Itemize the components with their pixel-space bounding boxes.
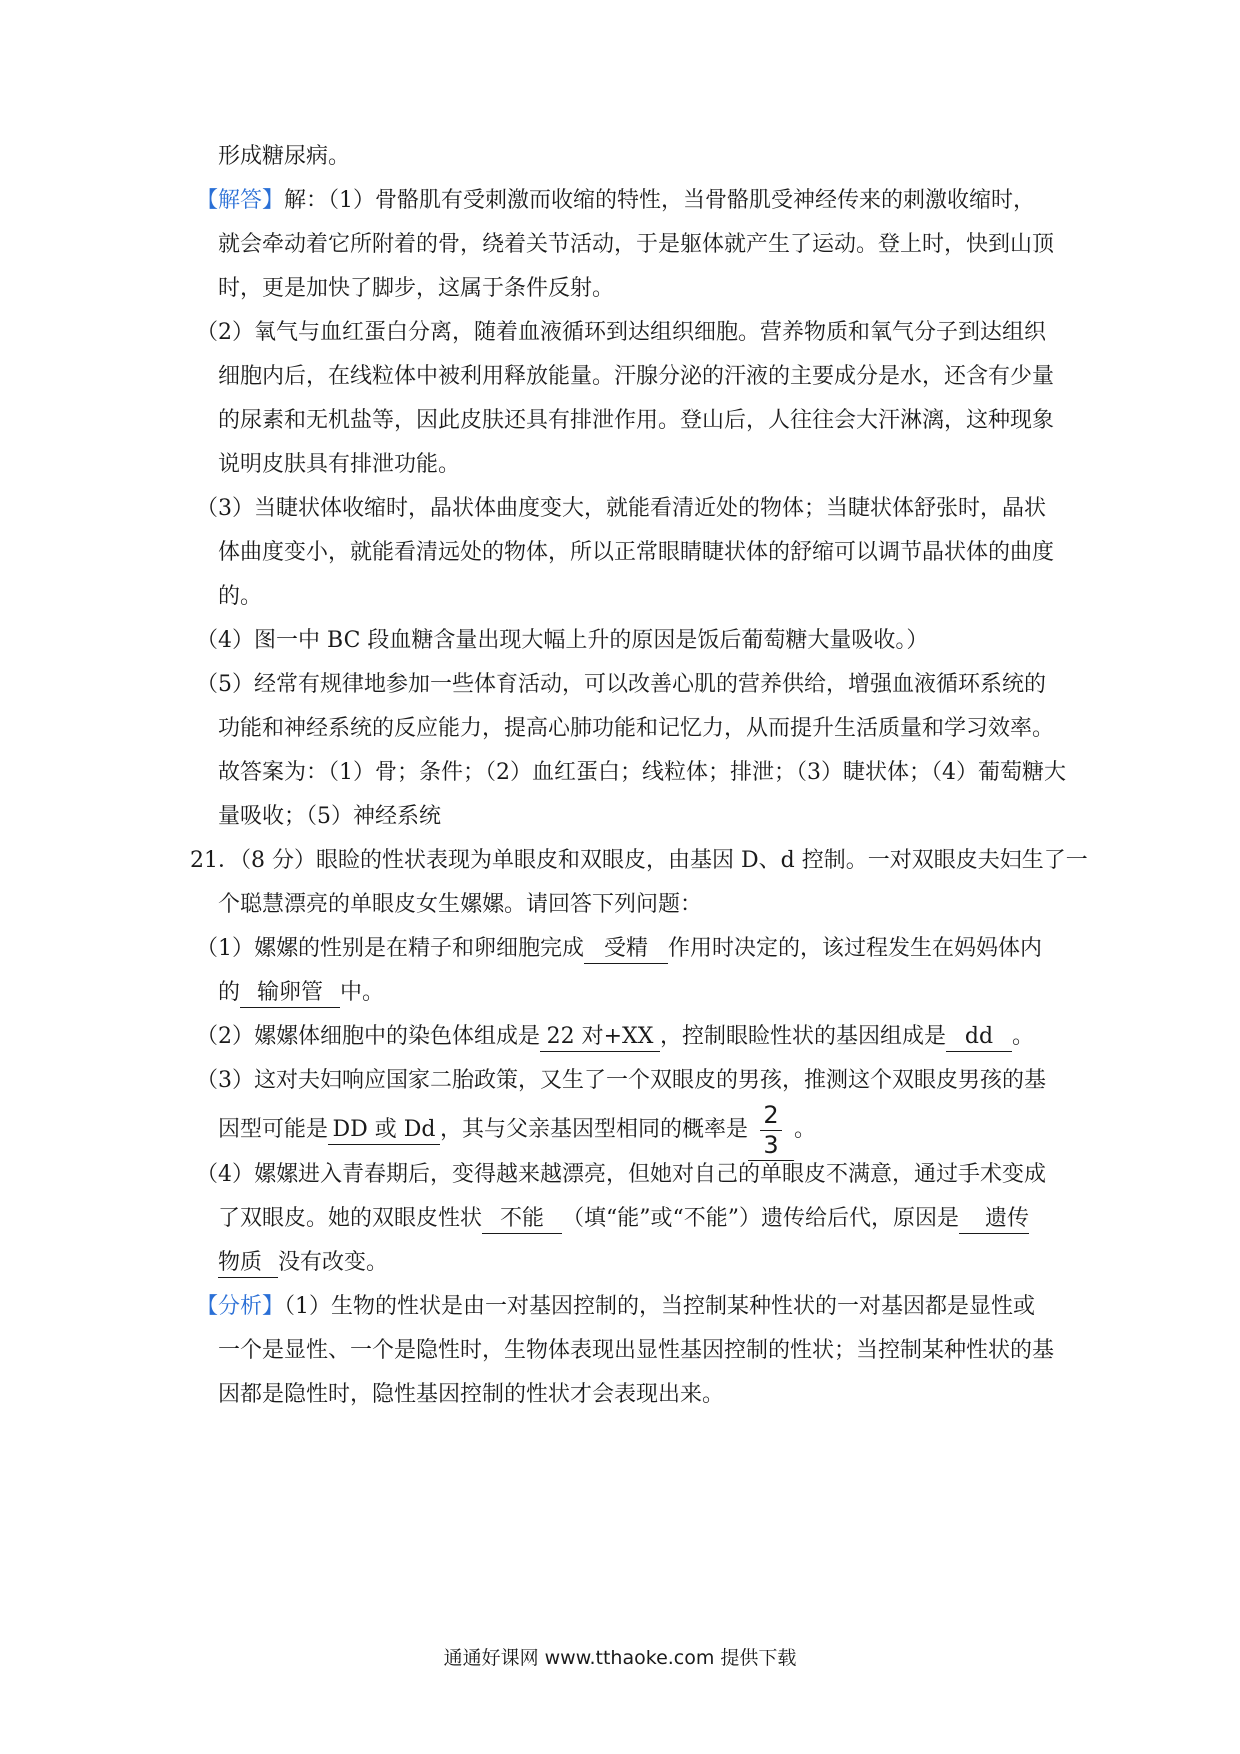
text-line: 时，更是加快了脚步，这属于条件反射。 bbox=[218, 276, 615, 301]
question-line bbox=[218, 1248, 388, 1278]
text-line: 个聪慧漂亮的单眼皮女生嫘嫘。请回答下列问题： bbox=[218, 892, 703, 917]
fraction-numerator: 2 bbox=[763, 1100, 779, 1129]
fraction-denominator: 3 bbox=[763, 1130, 779, 1159]
text-line: 功能和神经系统的反应能力，提高心肺功能和记忆力，从而提升生活质量和学习效率。 bbox=[218, 716, 1055, 741]
text-line: （4）嫘嫘进入青春期后，变得越来越漂亮，但她对自己的单眼皮不满意，通过手术变成 bbox=[196, 1162, 1046, 1187]
text-span: ，控制眼睑性状的基因组成是 bbox=[660, 1024, 947, 1049]
text-line: 故答案为：（1）骨；条件；（2）血红蛋白；线粒体；排泄；（3）睫状体；（4）葡萄糖大 bbox=[218, 760, 1066, 785]
text-line: 细胞内后，在线粒体中被利用释放能量。汗腺分泌的汗液的主要成分是水，还含有少量 bbox=[218, 364, 1055, 389]
text-span: 没有改变。 bbox=[278, 1250, 389, 1275]
text-line: 的尿素和无机盐等，因此皮肤还具有排泄作用。登山后，人往往会大汗淋漓，这种现象 bbox=[218, 408, 1055, 433]
question-line bbox=[196, 934, 1042, 964]
question-line bbox=[218, 978, 384, 1008]
answer-paragraph-line bbox=[196, 186, 1035, 216]
text-span: 因型可能是 bbox=[218, 1117, 329, 1142]
text-line: 形成糖尿病。 bbox=[218, 144, 351, 169]
text-line: 的。 bbox=[218, 584, 263, 609]
text-span: （填“能”或“不能”）遗传给后代，原因是 bbox=[562, 1206, 960, 1231]
question-line bbox=[196, 1022, 1034, 1052]
text-span: （2）嫘嫘体细胞中的染色体组成是 bbox=[196, 1024, 540, 1049]
fraction-answer bbox=[748, 1100, 794, 1161]
text-span: 中。 bbox=[340, 980, 385, 1005]
answer-blank: 输卵管 bbox=[240, 979, 340, 1008]
answer-tag: 【解答】 bbox=[196, 188, 285, 213]
text-line: 一个是显性、一个是隐性时，生物体表现出显性基因控制的性状；当控制某种性状的基 bbox=[218, 1338, 1055, 1363]
analysis-paragraph-line bbox=[196, 1292, 1035, 1322]
question-line bbox=[218, 1204, 1029, 1234]
text-span: 解：（1）骨骼肌有受刺激而收缩的特性，当骨骼肌受神经传来的刺激收缩时， bbox=[284, 188, 1036, 213]
text-span: （1）生物的性状是由一对基因控制的，当控制某种性状的一对基因都是显性或 bbox=[284, 1294, 1036, 1319]
answer-blank: 受精 bbox=[584, 935, 668, 964]
text-line: 体曲度变小，就能看清远处的物体，所以正常眼睛睫状体的舒缩可以调节晶状体的曲度 bbox=[218, 540, 1055, 565]
answer-blank: 物质 bbox=[218, 1249, 278, 1278]
text-line: （3）这对夫妇响应国家二胎政策，又生了一个双眼皮的男孩，推测这个双眼皮男孩的基 bbox=[196, 1068, 1046, 1093]
text-line: （5）经常有规律地参加一些体育活动，可以改善心肌的营养供给，增强血液循环系统的 bbox=[196, 672, 1046, 697]
text-span: 作用时决定的，该过程发生在妈妈体内 bbox=[668, 936, 1043, 961]
answer-blank: 遗传 bbox=[959, 1205, 1029, 1234]
text-line: 说明皮肤具有排泄功能。 bbox=[218, 452, 461, 477]
text-line: （4）图一中 BC 段血糖含量出现大幅上升的原因是饭后葡萄糖大量吸收。） bbox=[196, 628, 929, 653]
answer-blank: dd bbox=[946, 1023, 1012, 1052]
text-line: （3）当睫状体收缩时，晶状体曲度变大，就能看清近处的物体；当睫状体舒张时，晶状 bbox=[196, 496, 1046, 521]
text-span: ，其与父亲基因型相同的概率是 bbox=[440, 1117, 749, 1142]
text-line: （2）氧气与血红蛋白分离，随着血液循环到达组织细胞。营养物质和氧气分子到达组织 bbox=[196, 320, 1046, 345]
analysis-tag: 【分析】 bbox=[196, 1294, 285, 1319]
answer-blank: DD 或 Dd bbox=[328, 1116, 440, 1145]
text-line: 就会牵动着它所附着的骨，绕着关节活动，于是躯体就产生了运动。登上时，快到山顶 bbox=[218, 232, 1055, 257]
text-span: （1）嫘嫘的性别是在精子和卵细胞完成 bbox=[196, 936, 584, 961]
page-footer: 通通好课网 www.tthaoke.com 提供下载 bbox=[443, 1647, 797, 1669]
text-span: 。 bbox=[794, 1117, 817, 1142]
text-line: 量吸收；（5）神经系统 bbox=[218, 804, 441, 829]
answer-blank: 22 对+XX bbox=[540, 1023, 660, 1052]
text-line: 因都是隐性时，隐性基因控制的性状才会表现出来。 bbox=[218, 1382, 725, 1407]
text-span: 的 bbox=[218, 980, 241, 1005]
answer-blank: 不能 bbox=[482, 1205, 562, 1234]
text-span: 。 bbox=[1012, 1024, 1035, 1049]
question-line bbox=[218, 1098, 816, 1162]
text-span: 了双眼皮。她的双眼皮性状 bbox=[218, 1206, 483, 1231]
question-title: 21．（8 分）眼睑的性状表现为单眼皮和双眼皮，由基因 D、d 控制。一对双眼皮夫妇生了一 bbox=[190, 848, 1088, 873]
